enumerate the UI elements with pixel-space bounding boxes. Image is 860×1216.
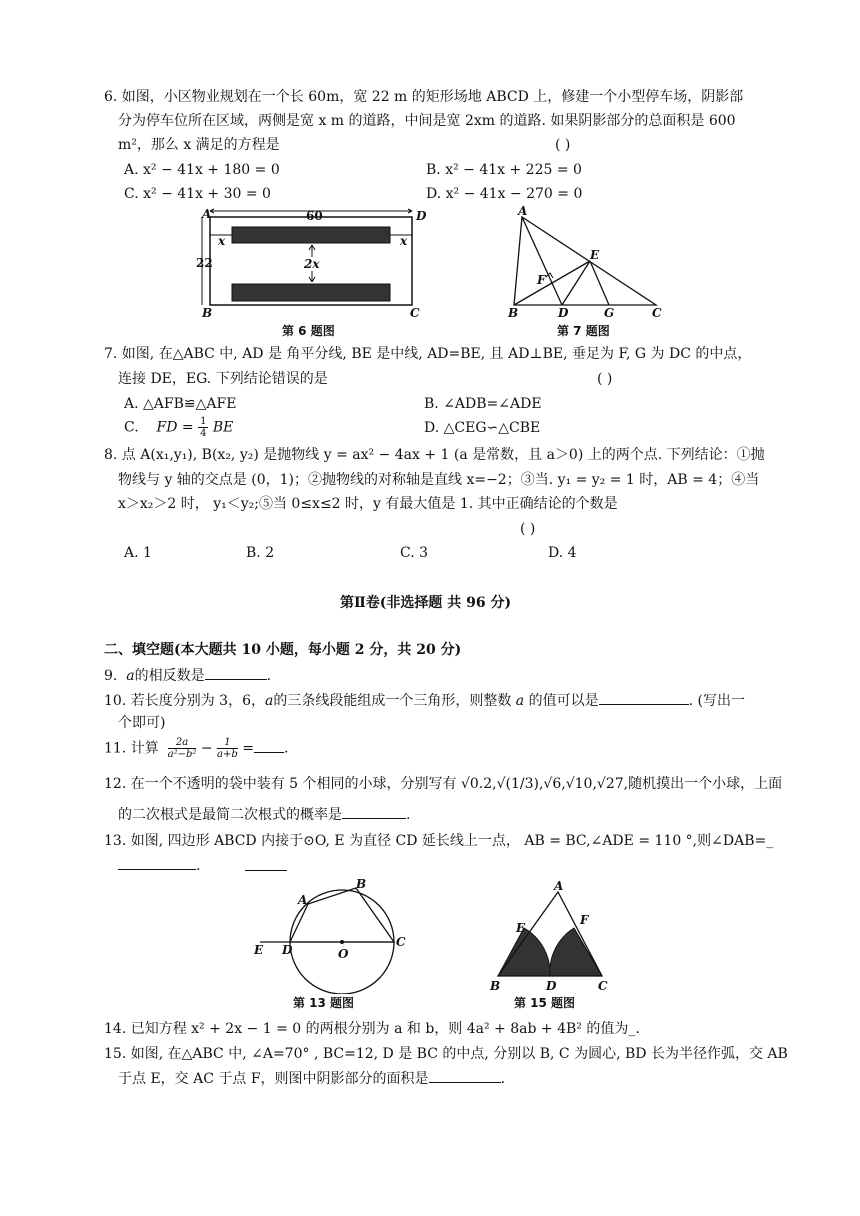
label-B: B bbox=[356, 877, 367, 891]
q14: 14. 已知方程 x² + 2x − 1 = 0 的两根分别为 a 和 b，则 4a² + 8ab + 4B² 的值为_. bbox=[104, 1021, 640, 1037]
figure-6 bbox=[196, 205, 436, 320]
figure-15-caption: 第 15 题图 bbox=[514, 996, 576, 1010]
label-C: C bbox=[410, 306, 420, 320]
figure-7-caption: 第 7 题图 bbox=[557, 324, 610, 338]
label-C: C bbox=[652, 306, 662, 320]
q8-answer-paren: ( ) bbox=[520, 521, 536, 537]
q8-line3: x＞x₂＞2 时， y₁＜y₂;⑤当 0≤x≤2 时，y 有最大值是 1. 其中正确结论的个数是 bbox=[118, 496, 618, 512]
parking-area-top bbox=[232, 227, 390, 243]
q8-option-c: C. 3 bbox=[400, 545, 429, 561]
q7-option-c: C. FD = $\frac{1}{4}$ BE bbox=[124, 416, 234, 439]
label-2x: 2x bbox=[304, 257, 320, 271]
q8-line1: 8. 点 A(x₁,y₁), B(x₂, y₂) 是抛物线 y = ax² − 4ax + 1 (a 是常数，且 a＞0) 上的两个点. 下列结论：①抛 bbox=[104, 447, 765, 463]
q10-line2: 个即可) bbox=[118, 715, 166, 731]
label-A: A bbox=[518, 205, 528, 218]
q11: 11. 计算 $\frac{2a}{\text{a²−b²}}$ − $\frac{1}{a+b}$ = . bbox=[104, 737, 289, 760]
label-E: E bbox=[254, 943, 264, 957]
q8-option-a: A. 1 bbox=[124, 545, 152, 561]
label-E: E bbox=[516, 921, 526, 935]
figure-13-caption: 第 13 题图 bbox=[293, 996, 355, 1010]
q7-line2: 连接 DE，EG. 下列结论错误的是 bbox=[118, 371, 328, 387]
q8-option-d: D. 4 bbox=[548, 545, 577, 561]
label-G: G bbox=[604, 306, 615, 320]
q6-option-a: A. x² − 41x + 180 = 0 bbox=[124, 162, 280, 178]
label-60: 60 bbox=[306, 209, 323, 223]
q15-line1: 15. 如图, 在△ABC 中, ∠A=70° , BC=12, D 是 BC 的中点, 分别以 B, C 为圆心, BD 长为半径作弧，交 AB bbox=[104, 1046, 788, 1062]
label-A: A bbox=[554, 880, 564, 893]
q9: 9. a的相反数是 . bbox=[104, 665, 271, 686]
label-B: B bbox=[202, 306, 213, 320]
q6-line1: 6. 如图，小区物业规划在一个长 60m，宽 22 m 的矩形场地 ABCD 上，修建一个小型停车场，阴影部 bbox=[104, 89, 744, 105]
label-A: A bbox=[298, 893, 308, 907]
label-C: C bbox=[396, 935, 406, 949]
q15-line2: 于点 E，交 AC 于点 F，则图中阴影部分的面积是 . bbox=[118, 1068, 505, 1089]
q8-option-b: B. 2 bbox=[246, 545, 275, 561]
figure-15 bbox=[486, 880, 616, 992]
figure-6-caption: 第 6 题图 bbox=[282, 324, 335, 338]
label-O: O bbox=[338, 947, 349, 961]
label-F: F bbox=[537, 273, 546, 287]
q6-option-b: B. x² − 41x + 225 = 0 bbox=[426, 162, 582, 178]
label-x-left: x bbox=[218, 234, 226, 248]
parking-area-bottom bbox=[232, 284, 390, 301]
q6-line2: 分为停车位所在区域，两侧是宽 x m 的道路，中间是宽 2xm 的道路. 如果阴影部分的总面积是 600 bbox=[118, 113, 736, 129]
section2-title: 二、填空题(本大题共 10 小题，每小题 2 分，共 20 分) bbox=[104, 642, 462, 658]
label-B: B bbox=[508, 306, 519, 320]
q10-line1: 10. 若长度分别为 3，6，a的三条线段能组成一个三角形，则整数 a 的值可以是 . (写出一 bbox=[104, 690, 745, 711]
q7-option-b: B. ∠ADB=∠ADE bbox=[424, 396, 542, 412]
q7-line1: 7. 如图, 在△ABC 中, AD 是 角平分线, BE 是中线, AD=BE, 且 AD⊥BE, 垂足为 F, G 为 DC 的中点， bbox=[104, 346, 752, 362]
q13-line2: . bbox=[118, 855, 200, 876]
label-A: A bbox=[202, 207, 212, 221]
q12-line2: 的二次根式是最简二次根式的概率是 . bbox=[118, 804, 410, 825]
q13-line1: 13. 如图, 四边形 ABCD 内接于⊙O, E 为直径 CD 延长线上一点， AB = BC,∠ADE = 110 °,则∠DAB=_ bbox=[104, 833, 774, 849]
q6-option-d: D. x² − 41x − 270 = 0 bbox=[426, 186, 583, 202]
label-D: D bbox=[546, 979, 557, 992]
figure-13 bbox=[250, 874, 410, 994]
q6-answer-paren: ( ) bbox=[555, 137, 571, 153]
label-D: D bbox=[416, 209, 427, 223]
label-F: F bbox=[580, 913, 589, 927]
label-E: E bbox=[590, 248, 600, 262]
q7-answer-paren: ( ) bbox=[597, 371, 613, 387]
label-C: C bbox=[598, 979, 608, 992]
figure-7 bbox=[504, 205, 674, 320]
part2-title: 第Ⅱ卷(非选择题 共 96 分) bbox=[340, 595, 512, 611]
label-D: D bbox=[282, 943, 293, 957]
label-x-right: x bbox=[400, 234, 408, 248]
q7-option-a: A. △AFB≌△AFE bbox=[124, 396, 237, 412]
q13-blank-underline bbox=[245, 870, 287, 871]
label-D: D bbox=[558, 306, 569, 320]
label-B: B bbox=[490, 979, 501, 992]
q8-line2: 物线与 y 轴的交点是 (0，1)；②抛物线的对称轴是直线 x=−2；③当. y₁ = y₂ = 1 时，AB = 4；④当 bbox=[118, 472, 760, 488]
q7-option-d: D. △CEG∽△CBE bbox=[424, 420, 541, 436]
q6-option-c: C. x² − 41x + 30 = 0 bbox=[124, 186, 271, 202]
label-22: 22 bbox=[196, 256, 213, 270]
q12-line1: 12. 在一个不透明的袋中装有 5 个相同的小球，分别写有 √0.2,√(1/3),√6,√10,√27,随机摸出一个小球，上面 bbox=[104, 776, 783, 792]
q6-line3: m²，那么 x 满足的方程是 bbox=[118, 137, 280, 153]
